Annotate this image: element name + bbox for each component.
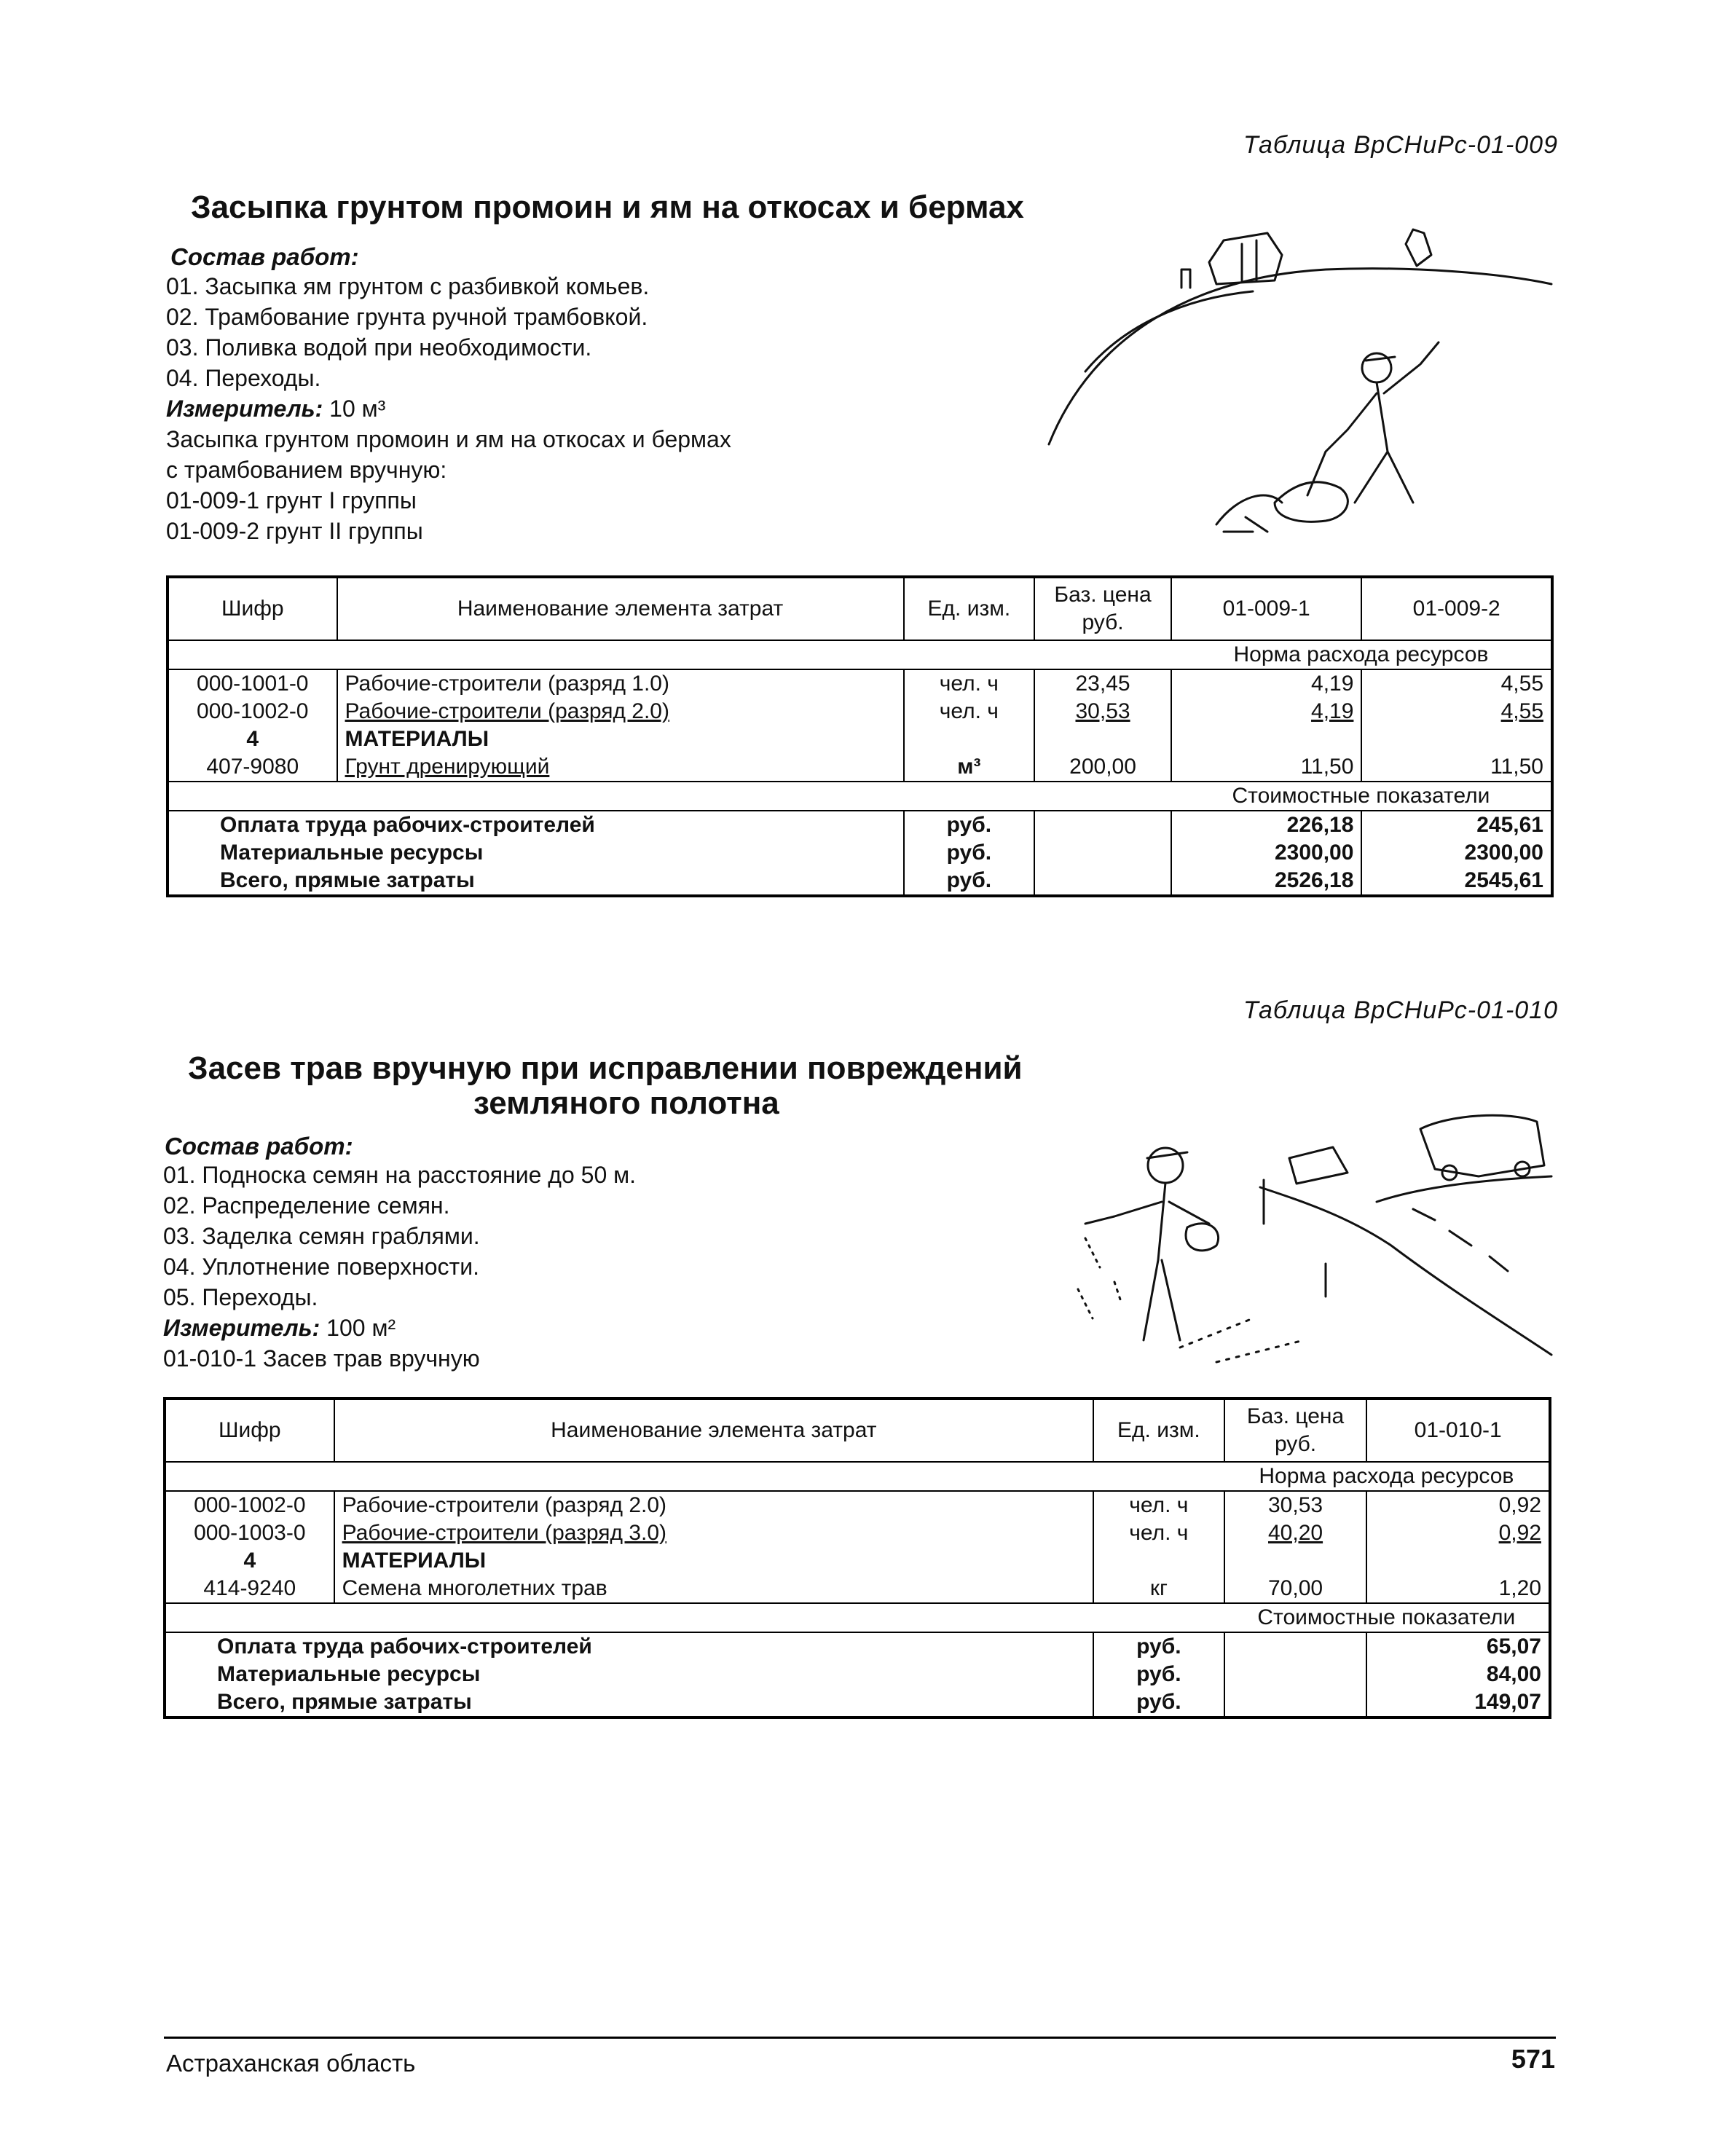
header-name: Наименование элемента затрат (334, 1398, 1093, 1462)
totals-row (168, 867, 1552, 896)
cell-price (1034, 725, 1171, 753)
cell-code: 407-9080 (206, 755, 299, 779)
table-row (165, 1547, 1550, 1575)
work-items-list (163, 1160, 636, 1374)
cell-code: 000-1001-0 (197, 672, 309, 696)
resources-table-01-009 (166, 575, 1554, 897)
total-value-2: 2300,00 (1361, 839, 1552, 867)
totals-row (165, 1632, 1550, 1661)
total-name: Материальные ресурсы (217, 1662, 481, 1686)
cell-unit: м³ (904, 753, 1035, 782)
cell-unit: чел. ч (1093, 1491, 1224, 1519)
cell-code: 4 (246, 727, 259, 751)
header-price: Баз. цена руб. (1034, 577, 1171, 640)
total-unit: руб. (1093, 1688, 1224, 1718)
cell-value-1: 4,19 (1171, 698, 1362, 725)
header-unit: Ед. изм. (1093, 1398, 1224, 1462)
work-item: 04. Уплотнение поверхности. (163, 1254, 479, 1280)
section-title-01-010-line1: Засев трав вручную при исправлении повреждений (188, 1050, 1023, 1086)
norm-caption-row (168, 640, 1552, 669)
cell-code: 000-1003-0 (194, 1521, 306, 1545)
norm-caption: Норма расхода ресурсов (1171, 640, 1552, 669)
norm-caption-row (165, 1462, 1550, 1491)
cell-value-1: 0,92 (1366, 1519, 1550, 1547)
cell-value-1 (1366, 1547, 1550, 1575)
table-row (168, 725, 1552, 753)
cell-value-2: 11,50 (1361, 753, 1552, 782)
cell-value-1: 4,19 (1171, 669, 1362, 698)
description-line: Засыпка грунтом промоин и ям на откосах и бермах (166, 426, 731, 452)
description-line: 01-009-2 грунт II группы (166, 518, 423, 544)
total-name: Оплата труда рабочих-строителей (220, 813, 595, 837)
cell-price: 30,53 (1034, 698, 1171, 725)
cell-value-1: 0,92 (1366, 1491, 1550, 1519)
header-col-01-010-1: 01-010-1 (1366, 1398, 1550, 1462)
cell-name: МАТЕРИАЛЫ (334, 1547, 1093, 1575)
totals-row (168, 839, 1552, 867)
total-value-1: 226,18 (1171, 811, 1362, 839)
table-label-01-009: Таблица ВрСНиРс-01-009 (1243, 131, 1558, 159)
cell-code: 000-1002-0 (197, 699, 309, 723)
header-code: Шифр (165, 1398, 334, 1462)
total-name: Оплата труда рабочих-строителей (217, 1634, 592, 1659)
total-value-1: 65,07 (1366, 1632, 1550, 1661)
total-value-1: 149,07 (1366, 1688, 1550, 1718)
total-value-1: 2300,00 (1171, 839, 1362, 867)
measure-label: Измеритель: (163, 1315, 320, 1341)
cell-code: 000-1002-0 (194, 1493, 306, 1517)
cell-unit (904, 725, 1035, 753)
cell-price: 30,53 (1224, 1491, 1367, 1519)
section-title-01-010-line2: земляного полотна (473, 1085, 779, 1121)
work-composition-heading: Состав работ: (165, 1133, 353, 1160)
cell-price: 40,20 (1224, 1519, 1367, 1547)
cell-price: 70,00 (1224, 1575, 1367, 1603)
header-unit: Ед. изм. (904, 577, 1035, 640)
cell-value-1: 11,50 (1171, 753, 1362, 782)
cell-name: Грунт дренирующий (337, 753, 904, 782)
measure-line (163, 1313, 636, 1343)
work-items-list (166, 271, 731, 546)
description-line: 01-009-1 грунт I группы (166, 487, 417, 514)
cell-name: Рабочие-строители (разряд 2.0) (337, 698, 904, 725)
total-value-1: 2526,18 (1171, 867, 1362, 896)
page-number: 571 (1511, 2044, 1555, 2074)
cell-code: 4 (243, 1549, 256, 1573)
measure-value: 100 м² (326, 1315, 396, 1341)
table-row (168, 698, 1552, 725)
total-unit: руб. (1093, 1661, 1224, 1688)
cell-unit: чел. ч (904, 669, 1035, 698)
cell-value-2: 4,55 (1361, 698, 1552, 725)
header-code: Шифр (168, 577, 337, 640)
cell-unit: чел. ч (904, 698, 1035, 725)
table-row (165, 1575, 1550, 1603)
total-value-2: 2545,61 (1361, 867, 1552, 896)
illustration-slope-worker (1034, 211, 1559, 554)
total-unit: руб. (904, 867, 1035, 896)
cost-caption-row (165, 1603, 1550, 1632)
total-unit: руб. (1093, 1632, 1224, 1661)
header-price: Баз. цена руб. (1224, 1398, 1367, 1462)
work-item: 03. Поливка водой при необходимости. (166, 334, 592, 361)
header-col-01-009-1: 01-009-1 (1171, 577, 1362, 640)
table-row (168, 753, 1552, 782)
cell-value-1 (1171, 725, 1362, 753)
work-item: 05. Переходы. (163, 1284, 318, 1310)
illustration-sowing-worker (1071, 1100, 1559, 1391)
work-composition-heading: Состав работ: (170, 243, 359, 270)
table-header-row (168, 577, 1552, 640)
cell-unit (1093, 1547, 1224, 1575)
table-label-01-010: Таблица ВрСНиРс-01-010 (1243, 996, 1558, 1024)
cell-value-2 (1361, 725, 1552, 753)
table-header-row (165, 1398, 1550, 1462)
description-line: 01-010-1 Засев трав вручную (163, 1345, 480, 1372)
measure-line (166, 393, 731, 424)
work-item: 02. Трамбование грунта ручной трамбовкой. (166, 304, 648, 330)
total-name: Материальные ресурсы (220, 841, 484, 865)
cell-name: Рабочие-строители (разряд 2.0) (334, 1491, 1093, 1519)
total-name: Всего, прямые затраты (217, 1690, 472, 1714)
totals-row (165, 1661, 1550, 1688)
cell-name: Рабочие-строители (разряд 1.0) (337, 669, 904, 698)
section-title-01-009: Засыпка грунтом промоин и ям на откосах и бермах (191, 189, 1024, 225)
work-item: 04. Переходы. (166, 365, 321, 391)
total-value-2: 245,61 (1361, 811, 1552, 839)
work-item: 02. Распределение семян. (163, 1192, 450, 1219)
cell-value-2: 4,55 (1361, 669, 1552, 698)
cell-price (1224, 1547, 1367, 1575)
totals-row (165, 1688, 1550, 1718)
work-item: 03. Заделка семян граблями. (163, 1223, 480, 1249)
cell-name: МАТЕРИАЛЫ (337, 725, 904, 753)
total-value-1: 84,00 (1366, 1661, 1550, 1688)
resources-table-01-010 (163, 1397, 1551, 1719)
cell-code: 414-9240 (203, 1576, 296, 1600)
cell-price: 200,00 (1034, 753, 1171, 782)
footer-region: Астраханская область (166, 2050, 416, 2077)
cell-name: Семена многолетних трав (334, 1575, 1093, 1603)
total-unit: руб. (904, 811, 1035, 839)
table-row (168, 669, 1552, 698)
cost-caption: Стоимостные показатели (1224, 1603, 1550, 1632)
description-line: с трамбованием вручную: (166, 457, 447, 483)
measure-label: Измеритель: (166, 396, 323, 422)
table-row (165, 1519, 1550, 1547)
cell-unit: чел. ч (1093, 1519, 1224, 1547)
total-unit: руб. (904, 839, 1035, 867)
cell-price: 23,45 (1034, 669, 1171, 698)
header-name: Наименование элемента затрат (337, 577, 904, 640)
work-item: 01. Засыпка ям грунтом с разбивкой комьев. (166, 273, 650, 299)
cell-value-1: 1,20 (1366, 1575, 1550, 1603)
header-col-01-009-2: 01-009-2 (1361, 577, 1552, 640)
totals-row (168, 811, 1552, 839)
table-row (165, 1491, 1550, 1519)
norm-caption: Норма расхода ресурсов (1224, 1462, 1550, 1491)
footer-rule (164, 2037, 1556, 2039)
cell-unit: кг (1093, 1575, 1224, 1603)
total-name: Всего, прямые затраты (220, 868, 475, 892)
cost-caption-row (168, 782, 1552, 811)
cost-caption: Стоимостные показатели (1171, 782, 1552, 811)
measure-value: 10 м³ (329, 396, 386, 422)
cell-name: Рабочие-строители (разряд 3.0) (334, 1519, 1093, 1547)
work-item: 01. Подноска семян на расстояние до 50 м. (163, 1162, 637, 1188)
